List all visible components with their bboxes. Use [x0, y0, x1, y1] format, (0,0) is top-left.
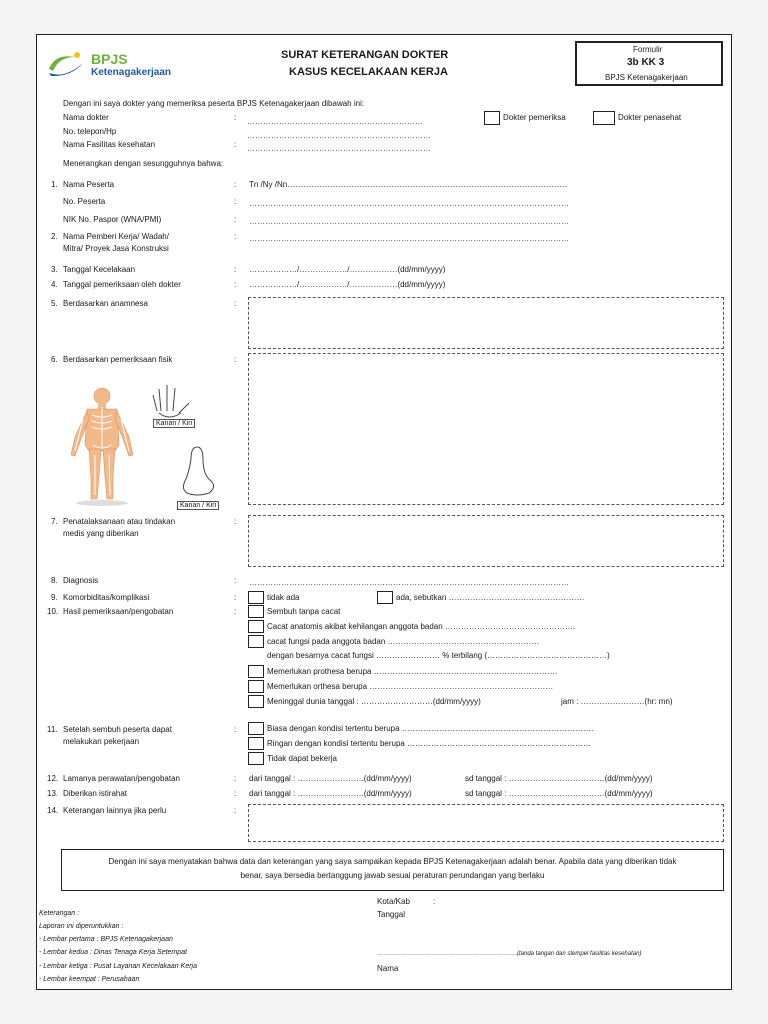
footer-l4: - Lembar keempat : Perusahaan [39, 976, 140, 983]
label-besarnya-cacat: dengan besarnya cacat fungsi …………………… % terbilang (………………………………………) [267, 651, 610, 660]
label-ada: ada, sebutkan …………………………………………… [396, 593, 585, 602]
colon: : [234, 806, 237, 815]
label-prothesa: Memerlukan prothesa berupa …………………………………………………………… [267, 667, 558, 676]
logo-name: BPJS [91, 51, 128, 67]
declaration-line-1: Dengan ini saya menyatakan bahwa data dan keterangan yang saya sampaikan kepada BPJS Ketenagakerjaan adalah benar. Apabila data yang diberikan tidak [108, 857, 677, 866]
label-dokter-pemeriksa: Dokter pemeriksa [503, 113, 566, 122]
label-meninggal: Meninggal dunia tanggal : ………………………(dd/mm/yyyy) [267, 697, 481, 706]
field-pemberi[interactable]: ………………………………………………………………………………………………………… [249, 234, 569, 243]
field-istirahat-dari[interactable]: dari tanggal : …………………….(dd/mm/yyyy) [249, 789, 412, 798]
label-tindakan-2: medis yang diberikan [63, 529, 139, 538]
checkbox-tidak-ada[interactable] [248, 591, 264, 604]
num: 5. [51, 299, 58, 308]
num: 10. [47, 607, 59, 616]
form-code: 3b KK 3 [627, 57, 665, 68]
colon: : [234, 197, 237, 206]
field-istirahat-sd[interactable]: sd tanggal : ………………………………(dd/mm/yyyy) [465, 789, 653, 798]
checkbox-dokter-penasehat[interactable] [593, 111, 615, 125]
checkbox-meninggal[interactable] [248, 695, 264, 708]
label-ringan: Ringan dengan kondisi tertentu berupa …………………………………………………………… [267, 739, 592, 748]
label-pemberi: Nama Pemberi Kerja/ Wadah/ [63, 232, 169, 241]
intro-statement: Dengan ini saya dokter yang memeriksa peserta BPJS Ketenagakerjaan dibawah ini: [63, 99, 365, 108]
textarea-tindakan[interactable] [248, 515, 724, 567]
colon: : [234, 232, 237, 241]
num: 7. [51, 517, 58, 526]
colon: : [234, 725, 237, 734]
colon: : [234, 265, 237, 274]
footer-l2: - Lembar kedua : Dinas Tenaga Kerja Setempat [39, 949, 187, 956]
label-cacat-anatomis: Cacat anatomis akibat kehilangan anggota badan …………………………………………. [267, 622, 576, 631]
num: 2. [51, 232, 58, 241]
field-lama-dari[interactable]: dari tanggal : …………………….(dd/mm/yyyy) [249, 774, 412, 783]
label-tindakan: Penatalaksanaan atau tindakan [63, 517, 176, 526]
label-fisik: Berdasarkan pemeriksaan fisik [63, 355, 173, 364]
label-faskes: Nama Fasilitas kesehatan [63, 140, 156, 149]
checkbox-ringan[interactable] [248, 737, 264, 750]
footer-laporan: Laporan ini diperuntukkan : [39, 923, 124, 930]
colon: : [234, 215, 237, 224]
num: 11. [47, 725, 58, 734]
checkbox-orthesa[interactable] [248, 680, 264, 693]
form-label: Formulir [633, 45, 663, 54]
colon: : [234, 774, 237, 783]
colon: : [234, 576, 237, 585]
foot-diagram-icon[interactable] [177, 445, 221, 499]
checkbox-ada[interactable] [377, 591, 393, 604]
hand-diagram-icon[interactable] [151, 383, 193, 421]
label-lama: Lamanya perawatan/pengobatan [63, 774, 180, 783]
field-lama-sd[interactable]: sd tanggal : ………………………………(dd/mm/yyyy) [465, 774, 653, 783]
num: 14. [47, 806, 59, 815]
footer-l3: - Lembar ketiga : Pusat Layanan Kecelakaan Kerja [39, 963, 197, 970]
label-orthesa: Memerlukan orthesa berupa …………………………………………………………… [267, 682, 554, 691]
footer-l1: - Lembar pertama : BPJS Ketenagakerjaan [39, 936, 173, 943]
textarea-anamnesa[interactable] [248, 297, 724, 349]
declaration-box [61, 849, 724, 891]
num: 12. [47, 774, 59, 783]
declaration-line-2: benar, saya bersedia bertanggung jawab sesuai peraturan perundangan yang berlaku [240, 871, 545, 880]
field-tgl-periksa[interactable]: ………………/………………/………………(dd/mm/yyyy) [249, 280, 446, 289]
label-tgl-kecelakaan: Tanggal Kecelakaan [63, 265, 136, 274]
label-pemberi-2: Mitra/ Proyek Jasa Konstruksi [63, 244, 169, 253]
form-code-box [575, 41, 723, 86]
field-nama-dokter[interactable]: ………………………………………………………… [247, 117, 423, 126]
label-cacat-fungsi: cacat fungsi pada anggota badan ………………………………………………… [267, 637, 540, 646]
num: 6. [51, 355, 58, 364]
label-telepon: No. telepon/Hp [63, 127, 117, 136]
body-diagram-icon[interactable] [57, 385, 147, 507]
label-tidak-ada: tidak ada [267, 593, 300, 602]
label-nama-dokter: Nama dokter [63, 113, 109, 122]
label-tanggal: Tanggal [377, 910, 406, 919]
checkbox-dokter-pemeriksa[interactable] [484, 111, 500, 125]
field-tgl-kecelakaan[interactable]: ………………/………………/………………(dd/mm/yyyy) [249, 265, 446, 274]
colon: : [234, 280, 237, 289]
label-komorbid: Komorbiditas/komplikasi [63, 593, 150, 602]
field-no-peserta[interactable]: ………………………………………………………………………………………………………… [249, 199, 569, 208]
label-hasil: Hasil pemeriksaan/pengobatan [63, 607, 174, 616]
label-diagnosis: Diagnosis [63, 576, 99, 585]
label-kota: Kota/Kab [377, 897, 410, 906]
num: 1. [51, 180, 58, 189]
label-sembuh: Sembuh tanpa cacat [267, 607, 341, 616]
menerangkan: Menerangkan dengan sesungguhnya bahwa: [63, 159, 224, 168]
colon: : [234, 355, 237, 364]
checkbox-sembuh[interactable] [248, 605, 264, 618]
textarea-fisik[interactable] [248, 353, 724, 505]
checkbox-cacat-anatomis[interactable] [248, 620, 264, 633]
checkbox-prothesa[interactable] [248, 665, 264, 678]
form-org: BPJS Ketenagakerjaan [605, 73, 688, 82]
colon: : [234, 517, 237, 526]
checkbox-tidak-bekerja[interactable] [248, 752, 264, 765]
colon: : [234, 789, 237, 798]
label-jam: jam : ……………………(hr: mn) [561, 697, 673, 706]
footer-keterangan: Keterangan : [39, 910, 80, 917]
colon: : [234, 607, 237, 616]
label-tgl-periksa: Tanggal pemeriksaan oleh dokter [63, 280, 181, 289]
colon: : [234, 140, 237, 149]
signature-line[interactable]: ……………………………………………………………… [377, 951, 521, 957]
field-peserta[interactable]: Tn /Ny /Nn…………………………………………………………………………………………… [249, 180, 568, 189]
hand-label: Kanan / Kiri [153, 419, 195, 428]
logo-sub: Ketenagakerjaan [91, 67, 172, 78]
colon: : [234, 593, 237, 602]
num: 9. [51, 593, 58, 602]
colon: : [234, 299, 237, 308]
colon: : [234, 113, 237, 122]
colon: : [433, 897, 436, 906]
signature-caption: (tanda tangan dan stempel fasilitas kesehatan) [517, 951, 642, 957]
label-nama: Nama [377, 964, 399, 973]
label-anamnesa: Berdasarkan anamnesa [63, 299, 148, 308]
label-biasa: Biasa dengan kondisi tertentu berupa ……………………………………………………………… [267, 724, 594, 733]
bpjs-logo [45, 49, 205, 81]
field-faskes[interactable]: …………………………………………………………… [247, 144, 431, 153]
foot-label: Kanan / Kiri [177, 501, 219, 510]
num: 3. [51, 265, 58, 274]
doc-title-2: KASUS KECELAKAAN KERJA [289, 66, 448, 78]
num: 8. [51, 576, 58, 585]
form-page [36, 34, 732, 990]
label-keterangan-lain: Keterangan lainnya jika perlu [63, 806, 167, 815]
checkbox-cacat-fungsi[interactable] [248, 635, 264, 648]
field-nik[interactable]: ………………………………………………………………………………………………………… [249, 217, 569, 226]
textarea-keterangan-lain[interactable] [248, 804, 724, 842]
label-istirahat: Diberikan istirahat [63, 789, 128, 798]
num: 13. [47, 789, 59, 798]
doc-title-1: SURAT KETERANGAN DOKTER [281, 49, 449, 61]
num: 4. [51, 280, 58, 289]
label-peserta: Nama Peserta [63, 180, 115, 189]
label-no-peserta: No. Peserta [63, 197, 106, 206]
field-diagnosis[interactable]: ………………………………………………………………………………………………………… [249, 578, 569, 587]
checkbox-biasa[interactable] [248, 722, 264, 735]
label-setelah-2: melakukan pekerjaan [63, 737, 140, 746]
label-dokter-penasehat: Dokter penasehat [618, 113, 682, 122]
field-telepon[interactable]: …………………………………………………………… [247, 131, 431, 140]
label-setelah: Setelah sembuh peserta dapat [63, 725, 172, 734]
colon: : [234, 180, 237, 189]
bpjs-logo-mark-icon [45, 49, 89, 79]
label-tidak-bekerja: Tidak dapat bekerja [267, 754, 337, 763]
label-nik: NIK No. Paspor (WNA/PMI) [63, 215, 162, 224]
